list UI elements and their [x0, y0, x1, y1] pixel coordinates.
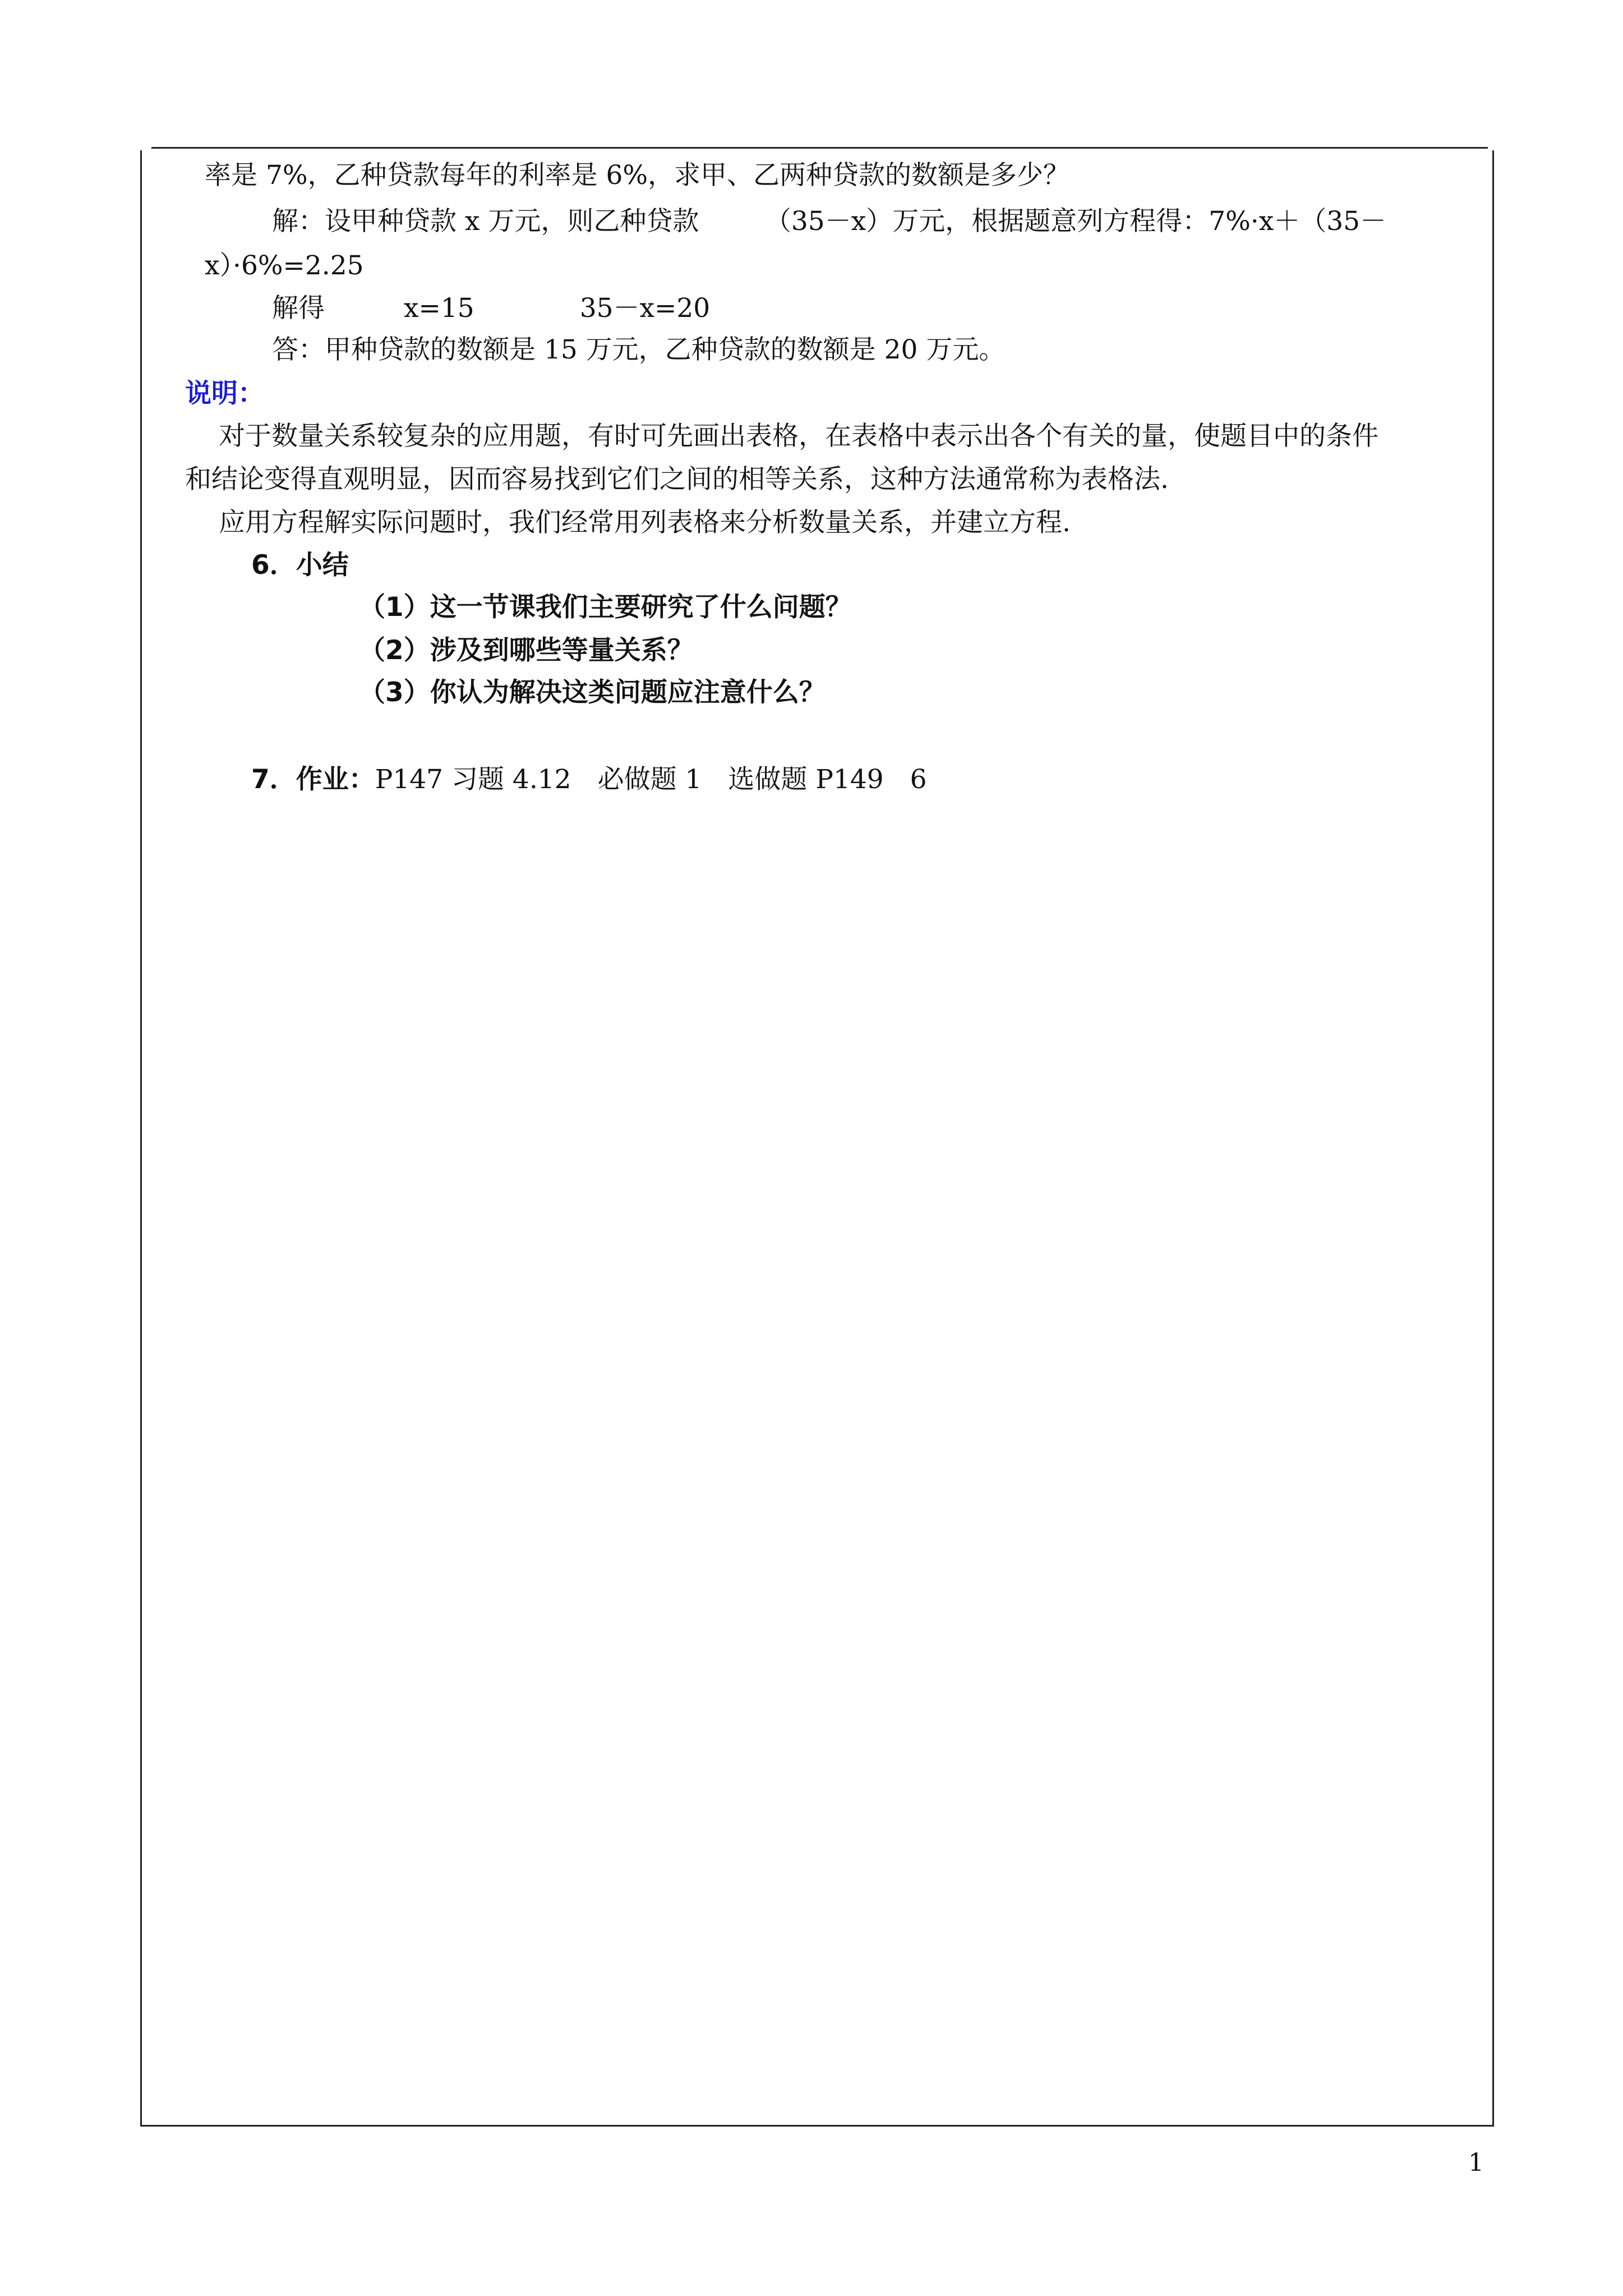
summary-heading: 6．小结 — [251, 550, 349, 581]
homework-text: P147 习题 4.12 必做题 1 选做题 P149 6 — [375, 764, 927, 795]
note-paragraph-1a: 对于数量关系较复杂的应用题，有时可先画出表格，在表格中表示出各个有关的量，使题目中的条件 — [219, 421, 1378, 452]
header-rule — [151, 147, 1488, 149]
summary-question-1: （1）这一节课我们主要研究了什么问题？ — [359, 592, 852, 623]
summary-question-3: （3）你认为解决这类问题应注意什么？ — [359, 677, 826, 708]
homework-label: 7．作业： — [251, 764, 375, 795]
equation-line: x）·6%=2.25 — [205, 250, 364, 281]
note-paragraph-1b: 和结论变得直观明显，因而容易找到它们之间的相等关系，这种方法通常称为表格法. — [185, 464, 1169, 495]
result-line: 解得 x=15 35－x=20 — [272, 293, 711, 324]
note-paragraph-2: 应用方程解实际问题时，我们经常用列表格来分析数量关系，并建立方程. — [219, 507, 1071, 538]
answer-line: 答：甲种贷款的数额是 15 万元，乙种贷款的数额是 20 万元。 — [272, 334, 1006, 365]
note-label: 说明： — [185, 378, 264, 409]
summary-question-2: （2）涉及到哪些等量关系？ — [359, 635, 694, 666]
solution-line: 解：设甲种贷款 x 万元，则乙种贷款 （35－x）万元，根据题意列方程得：7%·x＋（35－ — [272, 206, 1387, 237]
page-number: 1 — [1468, 2148, 1484, 2177]
problem-continuation: 率是 7%，乙种贷款每年的利率是 6%，求甲、乙两种贷款的数额是多少？ — [205, 160, 1070, 191]
homework-line — [251, 763, 927, 797]
